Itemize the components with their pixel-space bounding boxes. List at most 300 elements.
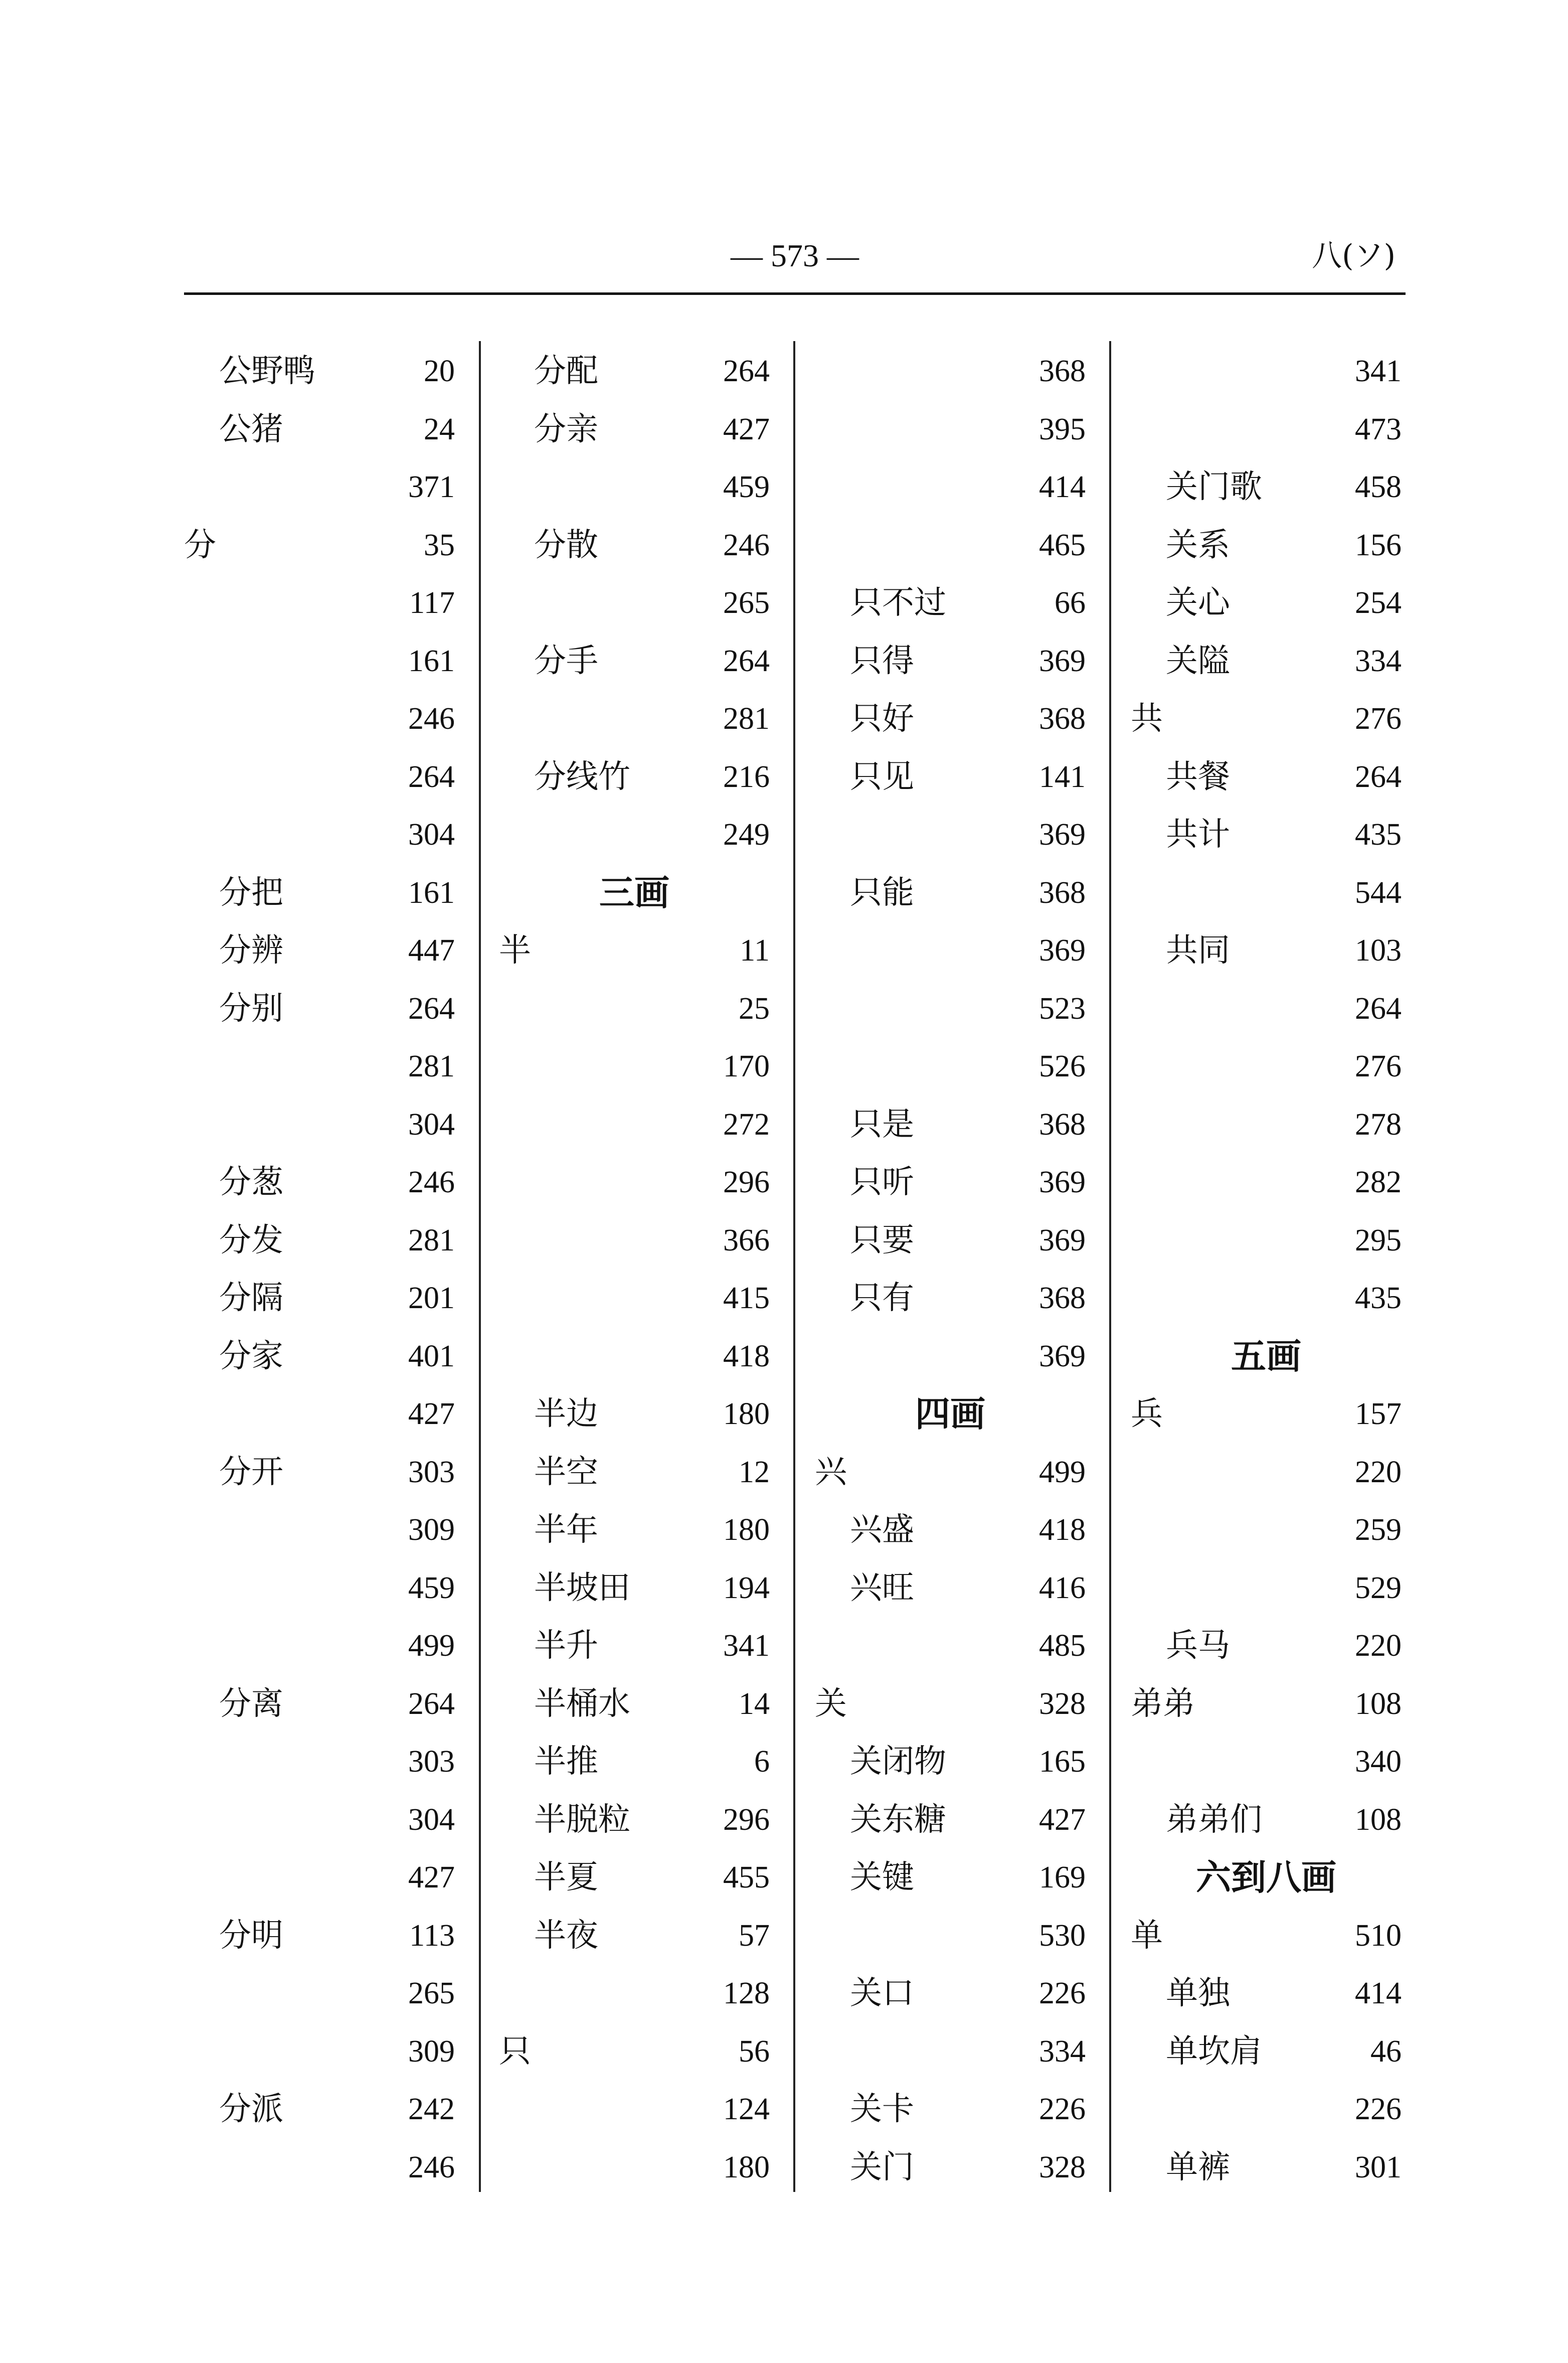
entry-page-number: 246 [408,702,455,736]
entry-page-number: 165 [1039,1745,1086,1779]
column-divider [1109,341,1111,2192]
entry-page-number: 226 [1039,1976,1086,2010]
index-entry [1131,873,1402,931]
entry-term: 半边 [534,1395,598,1433]
entry-term: 关闭物 [850,1743,946,1780]
index-entry [1131,2031,1402,2090]
entry-term: 共计 [1166,816,1230,853]
entry-term: 关门 [850,2148,914,2186]
entry-page-number: 510 [1355,1918,1402,1953]
entry-term: 半推 [534,1743,598,1780]
entry-page-number: 14 [739,1686,770,1721]
index-entry [1131,1510,1402,1568]
section-mark: 八(ソ) [1312,238,1396,273]
entry-page-number: 473 [1355,412,1402,446]
index-entry [499,699,770,757]
entry-page-number: 35 [424,528,455,562]
entry-page-number: 264 [408,1686,455,1721]
entry-page-number: 529 [1355,1570,1402,1605]
entry-page-number: 66 [1055,586,1086,620]
index-entry [1131,467,1402,525]
entry-page-number: 276 [1355,1049,1402,1083]
index-entry [815,525,1086,583]
heading-label: 四画 [915,1393,985,1435]
index-entry [815,930,1086,989]
entry-term: 分散 [534,526,598,564]
entry-term: 只要 [850,1221,914,1259]
index-entry [1131,1916,1402,1974]
entry-term: 分线竹 [534,758,630,796]
index-entry [815,351,1086,409]
index-entry [499,1220,770,1279]
index-entry [499,1684,770,1742]
entry-term: 关 [815,1685,847,1722]
entry-term: 分明 [219,1917,283,1954]
index-entry [499,525,770,583]
entry-page-number: 161 [408,644,455,678]
entry-page-number: 340 [1355,1745,1402,1779]
entry-term: 共 [1131,700,1163,737]
entry-page-number: 414 [1039,470,1086,504]
entry-page-number: 304 [408,818,455,852]
entry-page-number: 157 [1355,1397,1402,1431]
index-entry [184,1278,455,1336]
entry-page-number: 20 [424,354,455,388]
index-entry [1131,1452,1402,1510]
entry-page-number: 249 [723,818,770,852]
entry-page-number: 282 [1355,1165,1402,1199]
index-entry [499,1394,770,1452]
index-entry [1131,1568,1402,1626]
index-entry [1131,699,1402,757]
index-entry [499,989,770,1047]
entry-page-number: 309 [408,1513,455,1547]
entry-page-number: 328 [1039,2150,1086,2184]
entry-page-number: 459 [723,470,770,504]
index-entry [1131,1626,1402,1684]
index-entry [815,1510,1086,1568]
entry-page-number: 220 [1355,1455,1402,1489]
index-entry [499,1105,770,1163]
index-entry [184,757,455,815]
entry-term: 半年 [534,1511,598,1548]
index-entry [1131,815,1402,873]
entry-page-number: 328 [1039,1686,1086,1721]
index-entry [1131,1278,1402,1336]
entry-term: 关心 [1166,584,1230,621]
index-entry [1131,1973,1402,2031]
index-entry [184,1105,455,1163]
entry-page-number: 526 [1039,1049,1086,1083]
entry-page-number: 334 [1039,2034,1086,2069]
index-entry [499,1568,770,1626]
stroke-count-heading [815,1394,1086,1452]
entry-page-number: 368 [1039,875,1086,910]
entry-page-number: 458 [1355,470,1402,504]
entry-term: 分把 [219,874,283,911]
entry-page-number: 414 [1355,1976,1402,2010]
index-entry [815,757,1086,815]
entry-term: 分配 [534,353,598,390]
index-entry [499,1452,770,1510]
index-entry [184,1162,455,1220]
index-entry [499,1973,770,2031]
index-entry [184,641,455,699]
entry-page-number: 278 [1355,1107,1402,1142]
entry-page-number: 301 [1355,2150,1402,2184]
entry-term: 分别 [219,990,283,1027]
entry-page-number: 368 [1039,702,1086,736]
entry-page-number: 220 [1355,1629,1402,1663]
index-entry [184,989,455,1047]
entry-term: 兴旺 [850,1569,914,1607]
index-column-3 [815,351,1086,2205]
index-entry [815,1105,1086,1163]
index-column-4 [1131,351,1402,2205]
entry-page-number: 369 [1039,1165,1086,1199]
index-entry [499,1336,770,1394]
entry-page-number: 265 [723,586,770,620]
entry-page-number: 369 [1039,818,1086,852]
entry-term: 只是 [850,1106,914,1143]
entry-page-number: 264 [408,991,455,1026]
entry-term: 只得 [850,642,914,680]
entry-term: 单裤 [1166,2148,1230,2186]
entry-page-number: 180 [723,2150,770,2184]
index-entry [499,351,770,409]
entry-page-number: 465 [1039,528,1086,562]
index-entry [184,1394,455,1452]
entry-page-number: 295 [1355,1223,1402,1257]
index-entry [1131,2089,1402,2147]
entry-page-number: 281 [723,702,770,736]
index-entry [184,1742,455,1800]
index-entry [184,815,455,873]
page-number: — 573 — [731,238,859,273]
entry-page-number: 435 [1355,818,1402,852]
entry-term: 单坎肩 [1166,2032,1262,2070]
entry-term: 只有 [850,1280,914,1317]
index-entry [499,583,770,641]
heading-label: 五画 [1231,1335,1301,1377]
index-entry [1131,409,1402,467]
index-entry [1131,1800,1402,1858]
entry-page-number: 264 [723,354,770,388]
entry-term: 只听 [850,1164,914,1201]
index-entry [184,1452,455,1510]
index-entry [184,1973,455,2031]
index-entry [1131,989,1402,1047]
entry-page-number: 254 [1355,586,1402,620]
index-entry [499,1162,770,1220]
index-entry [184,1916,455,1974]
entry-page-number: 296 [723,1165,770,1199]
entry-page-number: 265 [408,1976,455,2010]
entry-term: 共餐 [1166,758,1230,796]
index-entry [815,1220,1086,1279]
entry-term: 关系 [1166,526,1230,564]
entry-term: 半坡田 [534,1569,630,1607]
entry-page-number: 368 [1039,1107,1086,1142]
index-entry [815,699,1086,757]
entry-term: 兴盛 [850,1511,914,1548]
entry-term: 分开 [219,1453,283,1491]
entry-page-number: 113 [409,1918,455,1953]
index-entry [499,2031,770,2090]
index-entry [499,1046,770,1105]
entry-page-number: 369 [1039,1339,1086,1373]
index-entry [184,1568,455,1626]
index-entry [184,1220,455,1279]
entry-page-number: 24 [424,412,455,446]
index-entry [184,1046,455,1105]
entry-page-number: 427 [408,1397,455,1431]
entry-term: 只见 [850,758,914,796]
header-rule [184,292,1406,295]
index-entry [499,757,770,815]
entry-page-number: 216 [723,759,770,794]
entry-page-number: 246 [408,1165,455,1199]
entry-term: 分派 [219,2091,283,2128]
entry-term: 分发 [219,1221,283,1259]
index-entry [184,1510,455,1568]
entry-term: 关卡 [850,2091,914,2128]
index-entry [1131,525,1402,583]
index-entry [815,1046,1086,1105]
index-entry [815,641,1086,699]
entry-page-number: 246 [723,528,770,562]
entry-page-number: 459 [408,1570,455,1605]
entry-page-number: 427 [1039,1802,1086,1837]
entry-page-number: 455 [723,1860,770,1895]
entry-page-number: 296 [723,1802,770,1837]
entry-page-number: 366 [723,1223,770,1257]
stroke-count-heading [1131,1857,1402,1916]
entry-term: 关门歌 [1166,468,1262,506]
index-entry [499,409,770,467]
entry-page-number: 180 [723,1397,770,1431]
entry-term: 分家 [219,1337,283,1375]
index-entry [184,2089,455,2147]
index-entry [499,641,770,699]
entry-page-number: 264 [1355,759,1402,794]
entry-page-number: 276 [1355,702,1402,736]
page-header [184,236,1406,296]
entry-page-number: 11 [740,933,770,968]
entry-term: 关隘 [1166,642,1230,680]
entry-page-number: 281 [408,1049,455,1083]
index-entry [184,409,455,467]
entry-term: 只 [499,2032,531,2070]
entry-page-number: 418 [1039,1513,1086,1547]
entry-page-number: 341 [723,1629,770,1663]
entry-page-number: 128 [723,1976,770,2010]
index-column-1 [184,351,455,2205]
index-entry [1131,1394,1402,1452]
entry-term: 半夜 [534,1917,598,1954]
index-entry [184,699,455,757]
index-entry [184,1857,455,1916]
index-entry [499,1742,770,1800]
entry-page-number: 303 [408,1455,455,1489]
index-entry [499,1510,770,1568]
entry-term: 分离 [219,1685,283,1722]
entry-term: 关口 [850,1975,914,2012]
index-entry [815,873,1086,931]
index-entry [1131,1684,1402,1742]
entry-term: 只不过 [850,584,946,621]
index-entry [815,1336,1086,1394]
entry-term: 分隔 [219,1280,283,1317]
index-entry [815,815,1086,873]
index-entry [1131,1220,1402,1279]
stroke-count-heading [1131,1336,1402,1394]
entry-term: 分手 [534,642,598,680]
index-column-2 [499,351,770,2205]
entry-page-number: 499 [1039,1455,1086,1489]
entry-term: 半脱粒 [534,1801,630,1838]
index-entry [184,525,455,583]
index-entry [499,1800,770,1858]
index-entry [815,1742,1086,1800]
entry-page-number: 12 [739,1455,770,1489]
entry-page-number: 544 [1355,875,1402,910]
entry-page-number: 418 [723,1339,770,1373]
entry-page-number: 415 [723,1281,770,1315]
index-entry [815,1684,1086,1742]
index-entry [499,1916,770,1974]
index-entry [1131,583,1402,641]
entry-term: 分亲 [534,410,598,448]
entry-term: 公野鸭 [219,353,315,390]
entry-page-number: 427 [723,412,770,446]
index-entry [184,873,455,931]
index-entry [184,930,455,989]
entry-page-number: 161 [408,875,455,910]
index-entry [815,1626,1086,1684]
index-entry [184,2031,455,2090]
entry-page-number: 304 [408,1802,455,1837]
index-entry [815,583,1086,641]
entry-page-number: 369 [1039,933,1086,968]
entry-page-number: 368 [1039,354,1086,388]
column-divider [479,341,481,2192]
index-entry [815,2031,1086,2090]
heading-label: 三画 [599,872,669,913]
index-entry [815,1857,1086,1916]
index-entry [499,1278,770,1336]
index-entry [1131,2147,1402,2206]
entry-term: 分辨 [219,932,283,969]
index-entry [184,1684,455,1742]
entry-term: 关键 [850,1859,914,1896]
entry-term: 兴 [815,1453,847,1491]
entry-page-number: 194 [723,1570,770,1605]
entry-page-number: 369 [1039,1223,1086,1257]
index-entry [1131,930,1402,989]
entry-page-number: 170 [723,1049,770,1083]
index-entry [815,1800,1086,1858]
entry-page-number: 117 [409,586,455,620]
entry-page-number: 341 [1355,354,1402,388]
entry-page-number: 401 [408,1339,455,1373]
stroke-count-heading [499,873,770,931]
entry-page-number: 201 [408,1281,455,1315]
entry-page-number: 180 [723,1513,770,1547]
entry-term: 公猪 [219,410,283,448]
index-entry [499,467,770,525]
index-entry [815,989,1086,1047]
index-entry [499,2089,770,2147]
entry-term: 只能 [850,874,914,911]
entry-page-number: 447 [408,933,455,968]
index-entry [499,815,770,873]
entry-page-number: 309 [408,2034,455,2069]
index-entry [184,351,455,409]
index-entry [184,583,455,641]
entry-page-number: 272 [723,1107,770,1142]
entry-page-number: 141 [1039,759,1086,794]
entry-term: 半升 [534,1627,598,1664]
entry-page-number: 259 [1355,1513,1402,1547]
index-entry [184,1800,455,1858]
entry-term: 单独 [1166,1975,1230,2012]
entry-page-number: 264 [408,759,455,794]
entry-page-number: 416 [1039,1570,1086,1605]
entry-term: 单 [1131,1917,1163,1954]
heading-label: 六到八画 [1196,1857,1336,1898]
entry-page-number: 156 [1355,528,1402,562]
entry-page-number: 499 [408,1629,455,1663]
entry-term: 半夏 [534,1859,598,1896]
entry-term: 半桶水 [534,1685,630,1722]
entry-page-number: 46 [1370,2034,1402,2069]
index-entry [815,467,1086,525]
index-entry [815,1452,1086,1510]
entry-term: 半 [499,932,531,969]
entry-page-number: 369 [1039,644,1086,678]
index-entry [499,1857,770,1916]
entry-term: 只好 [850,700,914,737]
entry-term: 半空 [534,1453,598,1491]
index-entry [1131,757,1402,815]
entry-page-number: 264 [1355,991,1402,1026]
index-entry [499,930,770,989]
entry-page-number: 108 [1355,1802,1402,1837]
index-entry [815,1162,1086,1220]
entry-page-number: 530 [1039,1918,1086,1953]
entry-page-number: 124 [723,2092,770,2126]
entry-term: 兵 [1131,1395,1163,1433]
entry-term: 弟弟们 [1166,1801,1262,1838]
entry-page-number: 281 [408,1223,455,1257]
index-entry [815,2147,1086,2206]
entry-page-number: 25 [739,991,770,1026]
entry-term: 弟弟 [1131,1685,1195,1722]
entry-page-number: 226 [1355,2092,1402,2126]
index-entry [815,1973,1086,2031]
index-entry [815,2089,1086,2147]
entry-page-number: 523 [1039,991,1086,1026]
entry-page-number: 395 [1039,412,1086,446]
index-entry [1131,1105,1402,1163]
entry-page-number: 108 [1355,1686,1402,1721]
entry-page-number: 304 [408,1107,455,1142]
entry-page-number: 246 [408,2150,455,2184]
index-entry [499,2147,770,2206]
index-entry [815,1568,1086,1626]
entry-term: 分 [184,526,216,564]
